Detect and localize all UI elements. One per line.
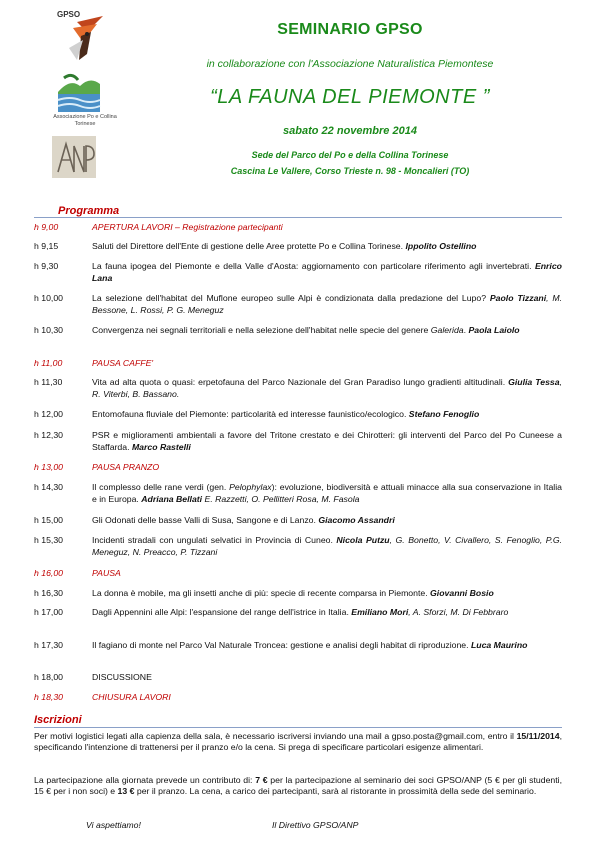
venue-line-1: Sede del Parco del Po e della Collina Torinese xyxy=(251,150,449,160)
text-segment: 13 € xyxy=(117,786,135,797)
text-segment: Dagli Appennini alle Alpi: l'espansione del range dell'istrice in Italia. xyxy=(92,607,352,617)
text-segment: , A. Sforzi, M. Di Febbraro xyxy=(408,607,509,617)
program-description xyxy=(92,429,562,453)
anp-logo xyxy=(52,136,96,178)
text-segment: PSR e miglioramenti ambientali a favore del Tritone crestato e dei Chirotteri: gli interventi del Parco del Po Cuneese a Staffarda. xyxy=(92,430,562,452)
text-segment: Giacomo Assandri xyxy=(318,515,395,525)
text-segment: per il pranzo. La cena, a carico dei partecipanti, sarà al ristorante in prossimità della sede del seminario. xyxy=(134,786,537,797)
text-segment: Il complesso delle rane verdi (gen. xyxy=(92,482,230,492)
text-segment: Entomofauna fluviale del Piemonte: particolarità ed interesse faunistico/ecologico. xyxy=(92,409,409,419)
text-segment: Marco Rastelli xyxy=(131,442,191,452)
closing-greeting: Vi aspettiamo! xyxy=(86,820,141,830)
anp-emblem-icon xyxy=(52,136,96,178)
text-segment: , M. Bessone, L. Rossi, P. G. Meneguz xyxy=(92,293,562,315)
text-segment: Per motivi logistici legati alla capienza della sala, è necessario iscriversi inviando una mail a gpso.posta@gmail.com, entro il xyxy=(34,731,517,741)
text-segment: PAUSA PRANZO xyxy=(92,462,160,472)
program-title: Programma xyxy=(58,205,120,217)
registration-divider xyxy=(34,727,562,728)
program-description xyxy=(92,292,562,316)
text-segment: PAUSA CAFFE' xyxy=(92,358,154,368)
program-description xyxy=(92,408,562,420)
text-segment: , G. Bonetto, V. Civallero, S. Fenoglio, P.G. Meneguz, N. Preacco, P. Tizzani xyxy=(92,535,562,557)
program-time: h 18,30 xyxy=(34,692,63,702)
text-segment: PAUSA xyxy=(92,568,121,578)
text-segment: Paola Laiolo xyxy=(468,325,520,335)
program-description xyxy=(92,221,562,233)
seminar-title: SEMINARIO GPSO xyxy=(277,21,423,38)
text-segment: Luca Maurino xyxy=(470,640,528,650)
program-time: h 11,00 xyxy=(34,358,63,368)
program-time: h 14,30 xyxy=(34,482,63,492)
text-segment: APERTURA LAVORI – Registrazione partecipanti xyxy=(92,222,283,232)
po-collina-logo-label: Associazione Po e Collina Torinese xyxy=(53,114,117,127)
text-segment: Paolo Tizzani xyxy=(489,293,547,303)
program-time: h 13,00 xyxy=(34,462,63,472)
collaboration-subtitle: in collaborazione con l'Associazione Naturalistica Piemontese xyxy=(206,58,494,70)
text-segment: Emiliano Mori xyxy=(351,607,409,617)
venue-line-2: Cascina Le Vallere, Corso Trieste n. 98 - Moncalieri (TO) xyxy=(230,166,470,176)
text-segment: Convergenza nei segnali territoriali e nella selezione dell'habitat nelle specie del genere xyxy=(92,325,431,335)
text-segment: E. Razzetti, O. Pellitteri Rosa, M. Fasola xyxy=(202,494,360,504)
registration-paragraph-1 xyxy=(34,731,562,754)
program-time: h 9,30 xyxy=(34,261,59,271)
program-time: h 16,00 xyxy=(34,568,63,578)
landscape-icon xyxy=(54,68,116,114)
gpso-logo-label: GPSO xyxy=(57,10,81,19)
program-description xyxy=(92,534,562,558)
text-segment: DISCUSSIONE xyxy=(92,672,152,682)
program-description xyxy=(92,671,562,683)
text-segment: Il fagiano di monte nel Parco Val Naturale Troncea: gestione e analisi degli habitat di riproduzione. xyxy=(92,640,471,650)
program-description xyxy=(92,606,562,618)
text-segment: Incidenti stradali con ungulati selvatici in Provincia di Cuneo. xyxy=(92,535,337,545)
text-segment: 15/11/2014 xyxy=(516,731,560,741)
text-segment: Saluti del Direttore dell'Ente di gestione delle Aree protette Po e Collina Torinese. xyxy=(92,241,406,251)
text-segment: Stefano Fenoglio xyxy=(408,409,480,419)
text-segment: Nicola Putzu xyxy=(336,535,390,545)
program-description xyxy=(92,587,562,599)
text-segment: Enrico Lana xyxy=(92,261,562,283)
program-time: h 12,30 xyxy=(34,430,63,440)
program-time: h 10,00 xyxy=(34,293,63,303)
program-description xyxy=(92,260,562,284)
program-description xyxy=(92,481,562,505)
text-segment: Giovanni Bosio xyxy=(430,588,494,598)
program-description xyxy=(92,639,562,651)
program-time: h 17,30 xyxy=(34,640,63,650)
program-time: h 15,30 xyxy=(34,535,63,545)
program-time: h 18,00 xyxy=(34,672,63,682)
program-divider xyxy=(34,217,562,218)
registration-paragraph-2 xyxy=(34,775,562,798)
program-time: h 17,00 xyxy=(34,607,63,617)
text-segment: Pelophylax xyxy=(229,482,272,492)
text-segment: CHIUSURA LAVORI xyxy=(92,692,171,702)
program-description xyxy=(92,357,562,369)
text-segment: per la partecipazione al seminario dei soci GPSO/ANP (5 € per gli studenti, 15 € per i non soci) e xyxy=(34,775,562,797)
text-segment: Adriana Bellati xyxy=(141,494,203,504)
program-time: h 15,00 xyxy=(34,515,63,525)
text-segment: La selezione dell'habitat del Muflone europeo sulle Alpi è condizionata dalla predazione del Lupo? xyxy=(92,293,490,303)
text-segment: , specificando l'intenzione di trattenersi per il pranzo e/o la cena. Si prega di specificare particolari esigenze alimentari. xyxy=(34,731,562,753)
gpso-logo xyxy=(57,10,107,66)
program-time: h 9,15 xyxy=(34,241,59,251)
registration-title: Iscrizioni xyxy=(34,714,82,726)
text-segment: . xyxy=(463,325,469,335)
text-segment: Galerida xyxy=(430,325,464,335)
program-time: h 9,00 xyxy=(34,222,59,232)
po-collina-logo xyxy=(54,68,116,134)
program-description xyxy=(92,376,562,400)
program-description xyxy=(92,240,562,252)
text-segment: Ippolito Ostellino xyxy=(405,241,477,251)
text-segment: Gli Odonati delle basse Valli di Susa, Sangone e di Lanzo. xyxy=(92,515,319,525)
text-segment: La fauna ipogea del Piemonte e della Valle d'Aosta: aggiornamento con particolare riferimento agli invertebrati. xyxy=(92,261,535,271)
program-description xyxy=(92,567,562,579)
text-segment: 7 € xyxy=(255,775,268,785)
signature: Il Direttivo GPSO/ANP xyxy=(272,820,359,830)
program-time: h 11,30 xyxy=(34,377,63,387)
text-segment: , R. Viterbi, B. Bassano. xyxy=(92,377,562,399)
event-title: “LA FAUNA DEL PIEMONTE ” xyxy=(210,86,490,108)
program-time: h 16,30 xyxy=(34,588,63,598)
text-segment: Vita ad alta quota o quasi: erpetofauna del Parco Nazionale del Gran Paradiso lungo gradienti altitudinali. xyxy=(92,377,509,387)
text-segment: La partecipazione alla giornata prevede un contributo di: xyxy=(34,775,256,785)
program-description xyxy=(92,324,562,336)
program-description xyxy=(92,461,562,473)
text-segment: La donna è mobile, ma gli insetti anche di più: specie di recente comparsa in Piemonte. xyxy=(92,588,431,598)
text-segment: Giulia Tessa xyxy=(508,377,560,387)
program-description xyxy=(92,691,562,703)
text-segment: ): evoluzione, biodiversità e attuali minacce alla sua conservazione in Italia e in Europa. xyxy=(92,482,562,504)
program-description xyxy=(92,514,562,526)
event-date: sabato 22 novembre 2014 xyxy=(283,125,417,137)
program-time: h 12,00 xyxy=(34,409,63,419)
program-time: h 10,30 xyxy=(34,325,63,335)
